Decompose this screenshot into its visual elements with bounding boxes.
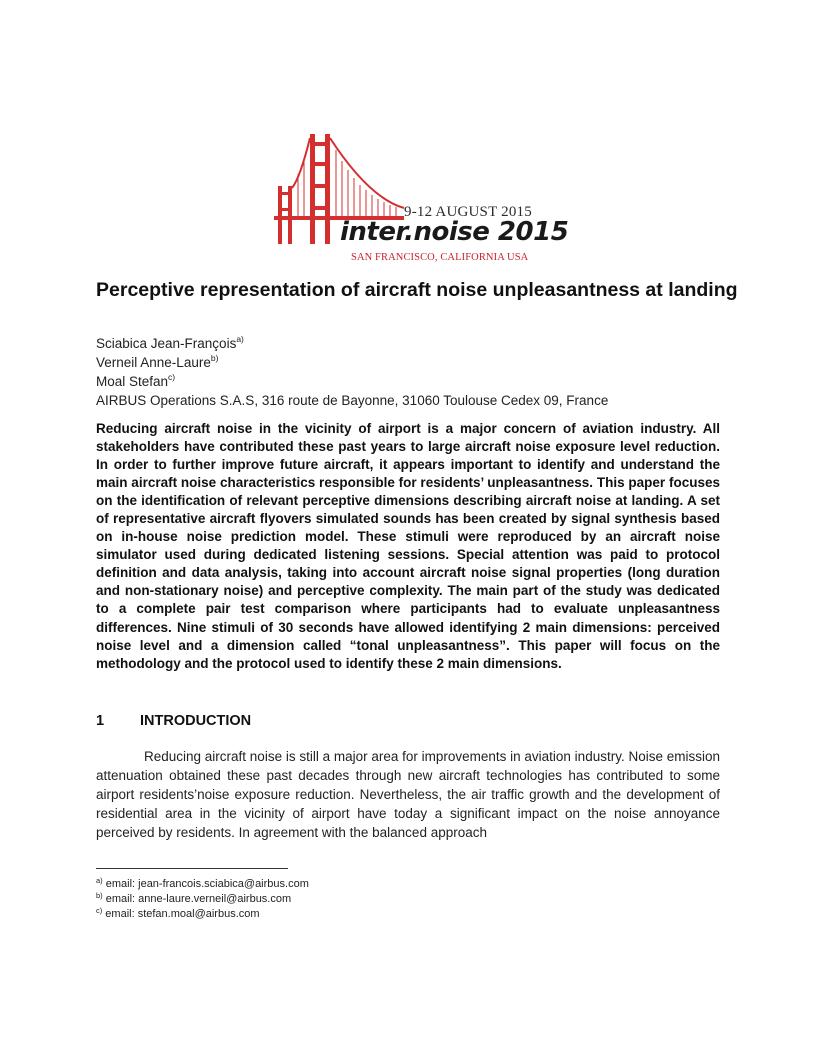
footnote-text: email: jean-francois.sciabica@airbus.com [102, 878, 309, 890]
paper-title: Perceptive representation of aircraft noise unpleasantness at landing [96, 279, 738, 301]
author-mark: c) [168, 372, 176, 382]
author-block [96, 334, 608, 410]
section-heading [96, 713, 251, 729]
body-paragraph: Reducing aircraft noise is still a major area for improvements in aviation industry. Noise emission attenuation obtained these past decades through new aircraft technologies has contributed to some airport residents’noise exposure reduction. Nevertheless, the air traffic growth and the development of residential area in the vicinity of airport have today a significant impact on the noise annoyance perceived by residents. In agreement with the balanced approach [96, 749, 720, 840]
author-name: Moal Stefan [96, 374, 169, 389]
section-number: 1 [96, 713, 105, 729]
author-line [96, 353, 608, 372]
footnote-text: email: anne-laure.verneil@airbus.com [102, 893, 292, 905]
conference-date: 9-12 AUGUST 2015 [404, 204, 532, 220]
footnote-text: email: stefan.moal@airbus.com [102, 908, 260, 920]
golden-gate-bridge-icon [274, 128, 546, 268]
footnote [96, 907, 309, 922]
author-mark: a) [236, 334, 244, 344]
footnote-divider [96, 868, 288, 869]
footnote-mark: c) [96, 906, 103, 915]
author-name: Sciabica Jean-François [96, 336, 237, 351]
footnotes [96, 877, 309, 922]
footnote [96, 877, 309, 892]
author-name: Verneil Anne-Laure [96, 355, 211, 370]
affiliation: AIRBUS Operations S.A.S, 316 route de Bayonne, 31060 Toulouse Cedex 09, France [96, 393, 609, 408]
footnote [96, 892, 309, 907]
abstract: Reducing aircraft noise in the vicinity of airport is a major concern of aviation industry. All stakeholders have contributed these past years to large aircraft noise exposure level reduction. In order to further improve future aircraft, it appears important to identify and understand the main aircraft noise characteristics responsible for residents’ unpleasantness. This paper focuses on the identification of relevant perceptive dimensions describing aircraft noise at landing. A set of representative aircraft flyovers simulated sounds has been created by signal synthesis based on in-house noise prediction model. These stimuli were reproduced by an aircraft noise simulator used during dedicated listening sessions. Special attention was paid to protocol definition and data analysis, taking into account aircraft noise signal properties (long duration and non-stationary noise) and perceptive complexity. The main part of the study was dedicated to a complete pair test comparison where participants had to evaluate unpleasantness differences. Nine stimuli of 30 seconds have allowed identifying 2 main dimensions: perceived noise level and a dimension called “tonal unpleasantness”. This paper will focus on the methodology and the protocol used to identify these 2 main dimensions. [96, 421, 720, 671]
author-mark: b) [210, 353, 219, 363]
footnote-mark: b) [96, 891, 103, 900]
section-title: INTRODUCTION [140, 713, 252, 729]
conference-brand: inter.noise 2015 [340, 217, 569, 247]
author-line [96, 334, 608, 353]
author-line [96, 372, 608, 391]
conference-logo [274, 128, 569, 268]
conference-location: SAN FRANCISCO, CALIFORNIA USA [351, 252, 529, 263]
footnote-mark: a) [96, 876, 103, 885]
